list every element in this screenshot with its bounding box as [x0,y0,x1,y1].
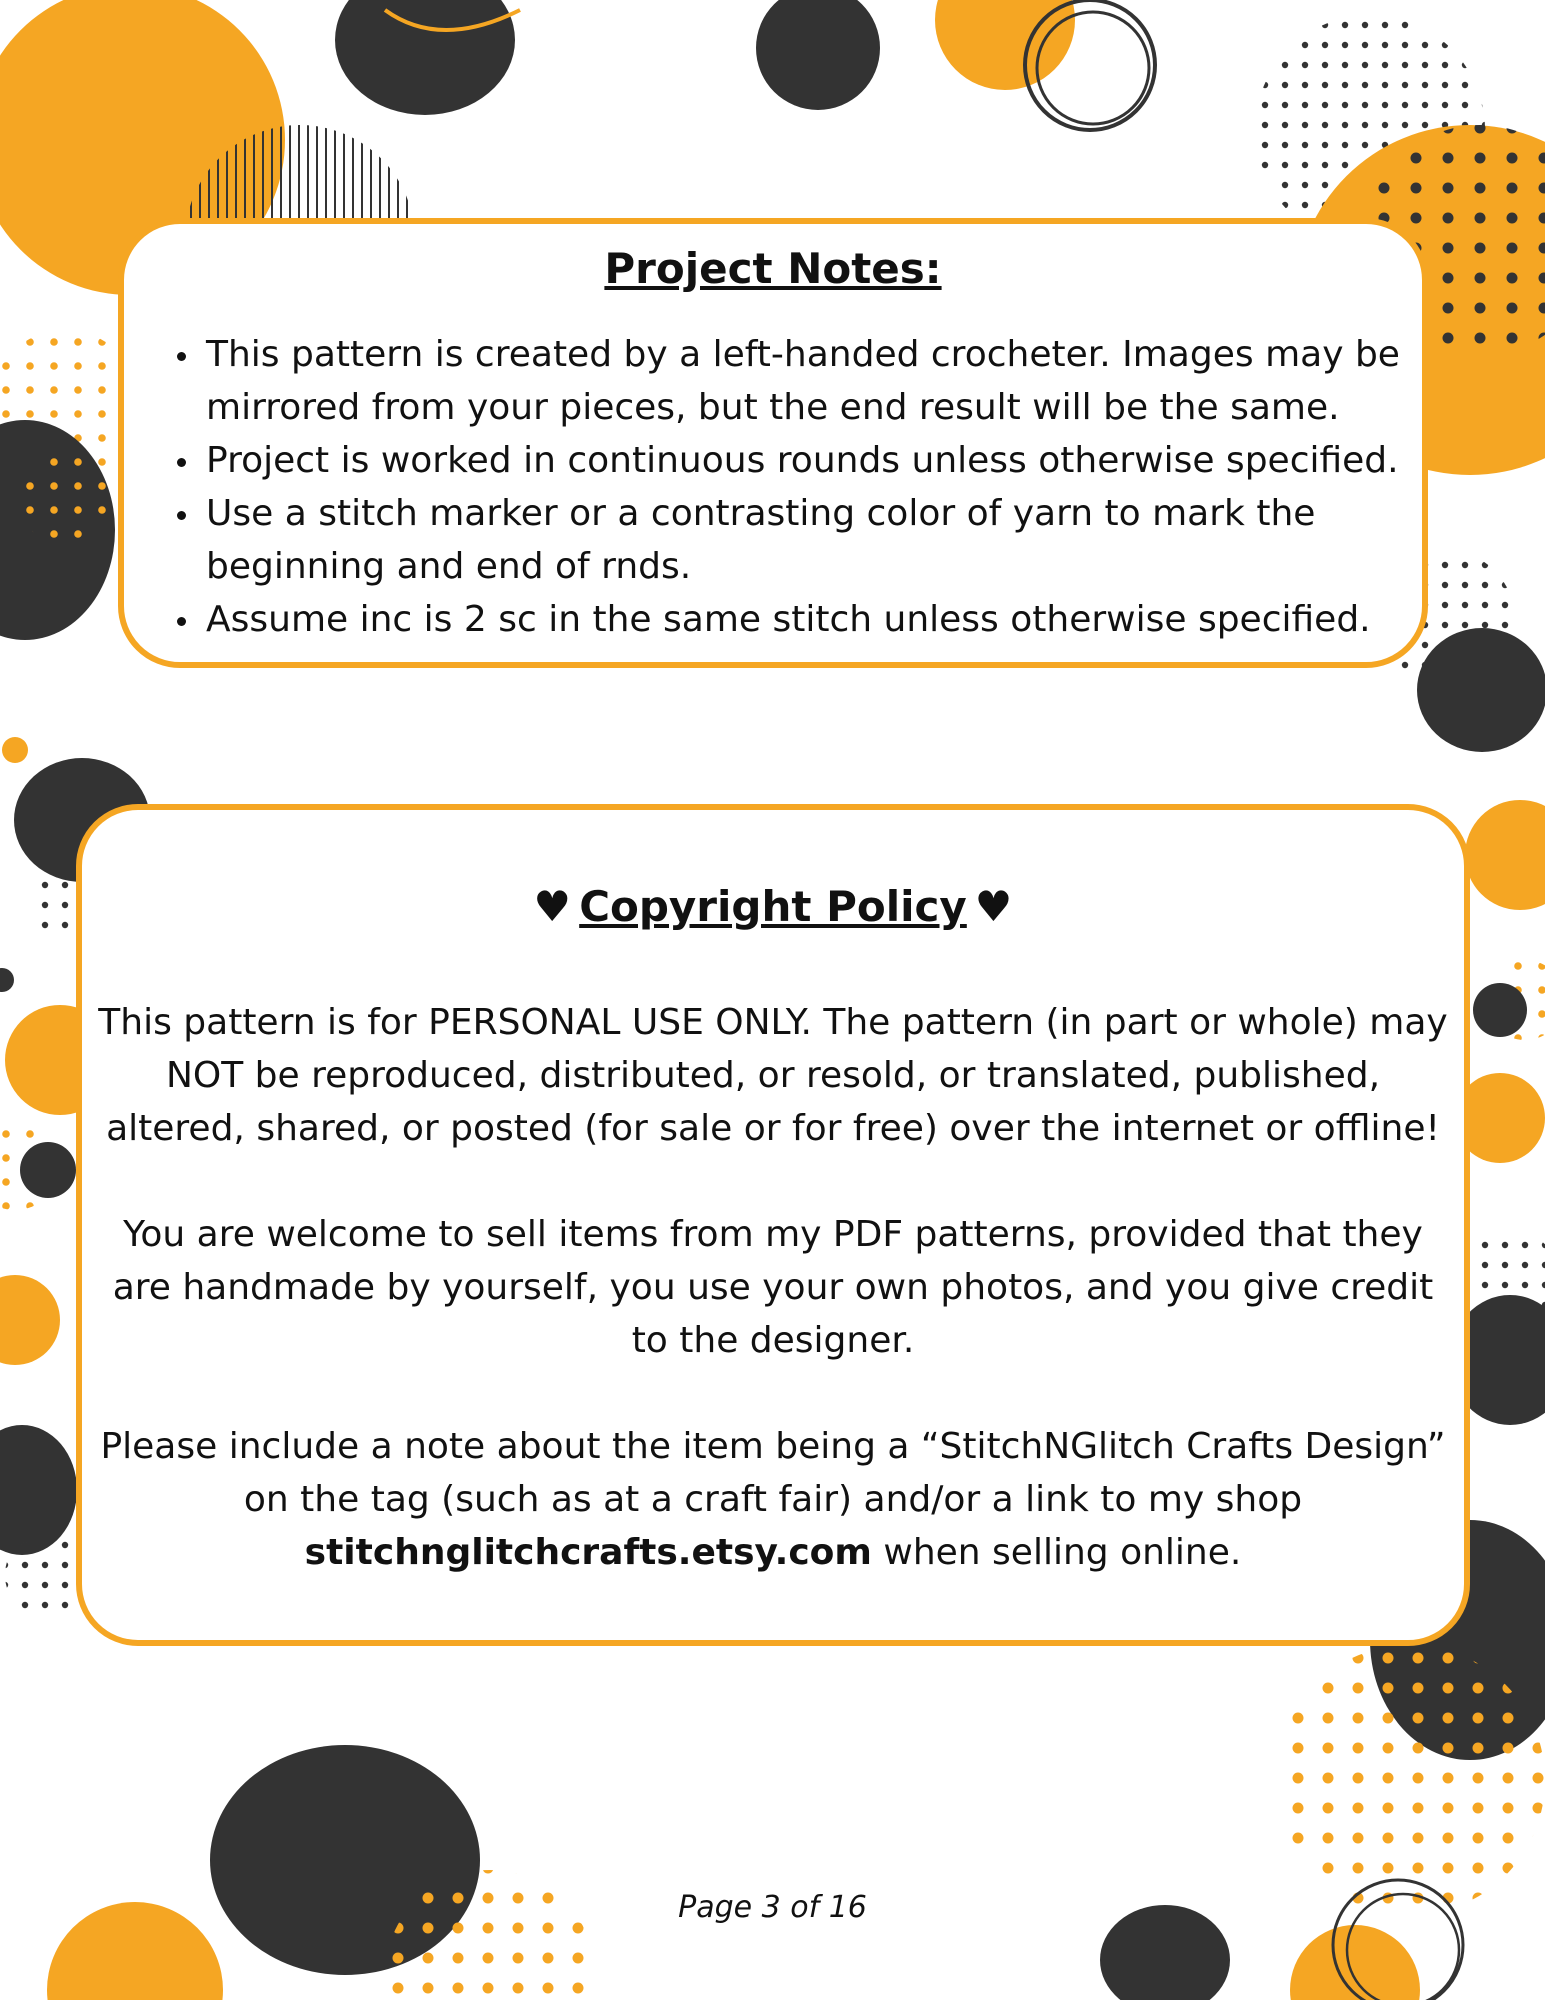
list-item: • Project is worked in continuous rounds unless otherwise specified. [202,434,1412,487]
dark-blob [335,0,515,115]
copyright-title: Copyright Policy [579,882,967,931]
project-notes-card [118,218,1428,668]
dark-blob [1473,983,1527,1037]
list-item: • This pattern is created by a left-handed crocheter. Images may be mirrored from your pieces, but the end result will be the same. [202,328,1412,434]
copyright-policy-card [76,804,1470,1646]
list-item: • Assume inc is 2 sc in the same stitch unless otherwise specified. [202,593,1412,646]
shop-link[interactable]: stitchnglitchcrafts.etsy.com [304,1532,872,1573]
credit-paragraph [92,1420,1454,1579]
orange-blob [1290,1925,1420,2000]
dark-blob [756,0,880,110]
project-notes-list [162,328,1412,646]
heart-icon: ♥ [974,882,1013,931]
project-notes-title: Project Notes: [604,244,942,293]
copyright-heading [82,882,1464,931]
selling-paragraph: You are welcome to sell items from my PDF patterns, provided that they are handmade by yourself, you use your own photos, and you give credit to the designer. [112,1214,1434,1361]
credit-text: Please include a note about the item being a “StitchNGlitch Crafts Design” on the tag (such as at a craft fair) and/or a link to my shop [100,1426,1446,1520]
orange-dots-cluster [1275,1645,1545,1915]
orange-blob [0,1275,60,1365]
heart-icon: ♥ [533,882,572,931]
copyright-paragraph: This pattern is for PERSONAL USE ONLY. The pattern (in part or whole) may NOT be reproduced, distributed, or resold, or translated, published, altered, shared, or posted (for sale or for free) over the internet or offline! [98,1002,1448,1149]
orange-blob [935,0,1075,90]
dark-blob [0,968,14,992]
list-item: • Use a stitch marker or a contrasting color of yarn to mark the beginning and end of rnds. [202,487,1412,593]
credit-text-end: when selling online. [883,1532,1242,1573]
dark-blob [1417,628,1545,752]
page-number: Page 3 of 16 [678,1890,867,1925]
orange-dot [2,737,28,763]
dark-blob [20,1142,76,1198]
orange-dots-cluster [20,455,110,545]
orange-blob [1465,800,1545,910]
